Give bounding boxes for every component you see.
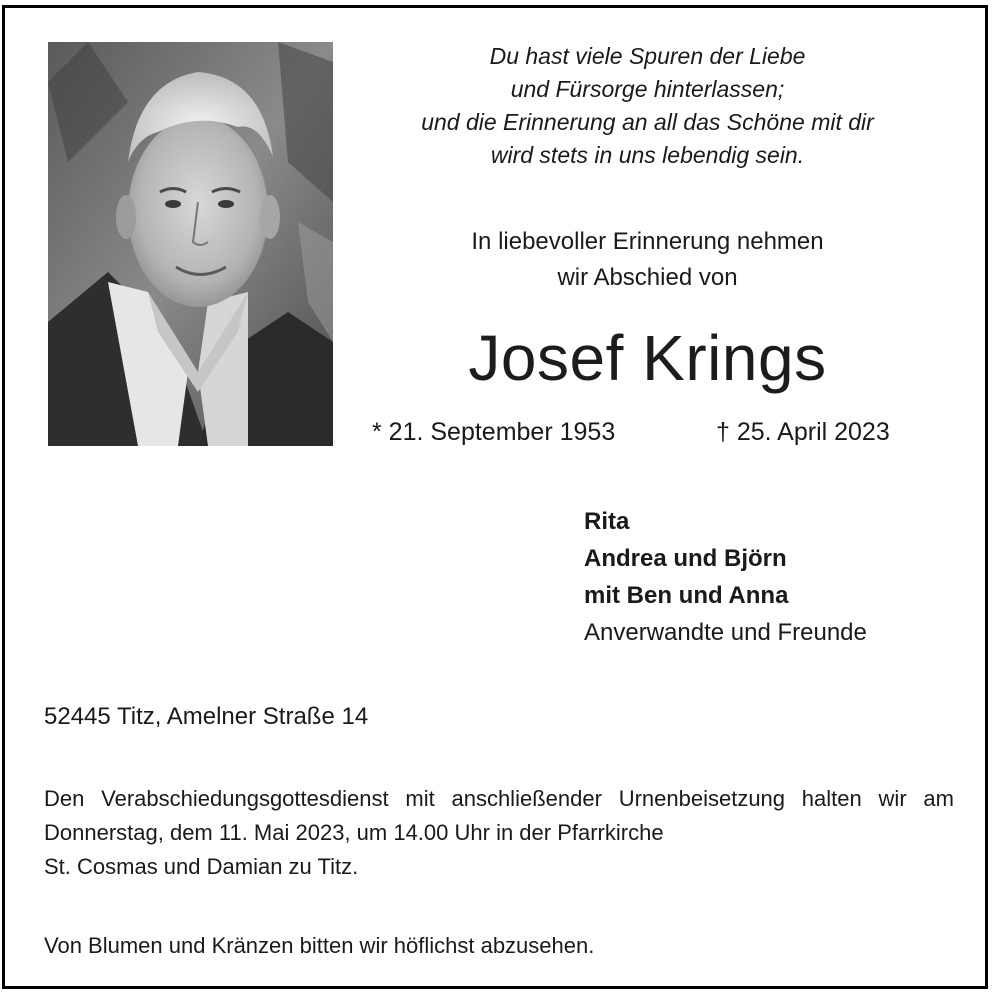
poem-line: und die Erinnerung an all das Schöne mit dir — [421, 109, 874, 135]
poem-quote — [360, 40, 935, 172]
intro-line: In liebevoller Erinnerung nehmen — [471, 228, 824, 255]
service-info — [44, 782, 954, 884]
mourner-name: Andrea und Björn — [584, 545, 787, 572]
poem-line: wird stets in uns lebendig sein. — [490, 142, 805, 168]
service-text: Den Verabschiedungsgottesdienst mit anschließender Urnenbeisetzung halten wir am Donnerstag, dem 11. Mai 2023, um 14.00 Uhr in der Pfarrkirche — [44, 786, 954, 845]
mourner-name: Rita — [584, 508, 630, 535]
deceased-name: Josef Krings — [468, 322, 827, 394]
death-date: † 25. April 2023 — [716, 418, 890, 446]
portrait-photo — [48, 42, 333, 446]
address: 52445 Titz, Amelner Straße 14 — [44, 703, 369, 730]
portrait-image — [48, 42, 333, 446]
mourner-name: mit Ben und Anna — [584, 582, 789, 609]
intro-line: wir Abschied von — [557, 264, 738, 291]
poem-line: und Fürsorge hinterlassen; — [510, 76, 785, 102]
mourners-list — [584, 503, 867, 651]
mourner-relatives: Anverwandte und Freunde — [584, 619, 867, 646]
closing-note: Von Blumen und Kränzen bitten wir höflichst abzusehen. — [44, 933, 595, 958]
poem-line: Du hast viele Spuren der Liebe — [489, 43, 806, 69]
birth-date: * 21. September 1953 — [372, 418, 616, 446]
service-location: St. Cosmas und Damian zu Titz. — [44, 854, 359, 879]
intro-text — [360, 224, 935, 296]
